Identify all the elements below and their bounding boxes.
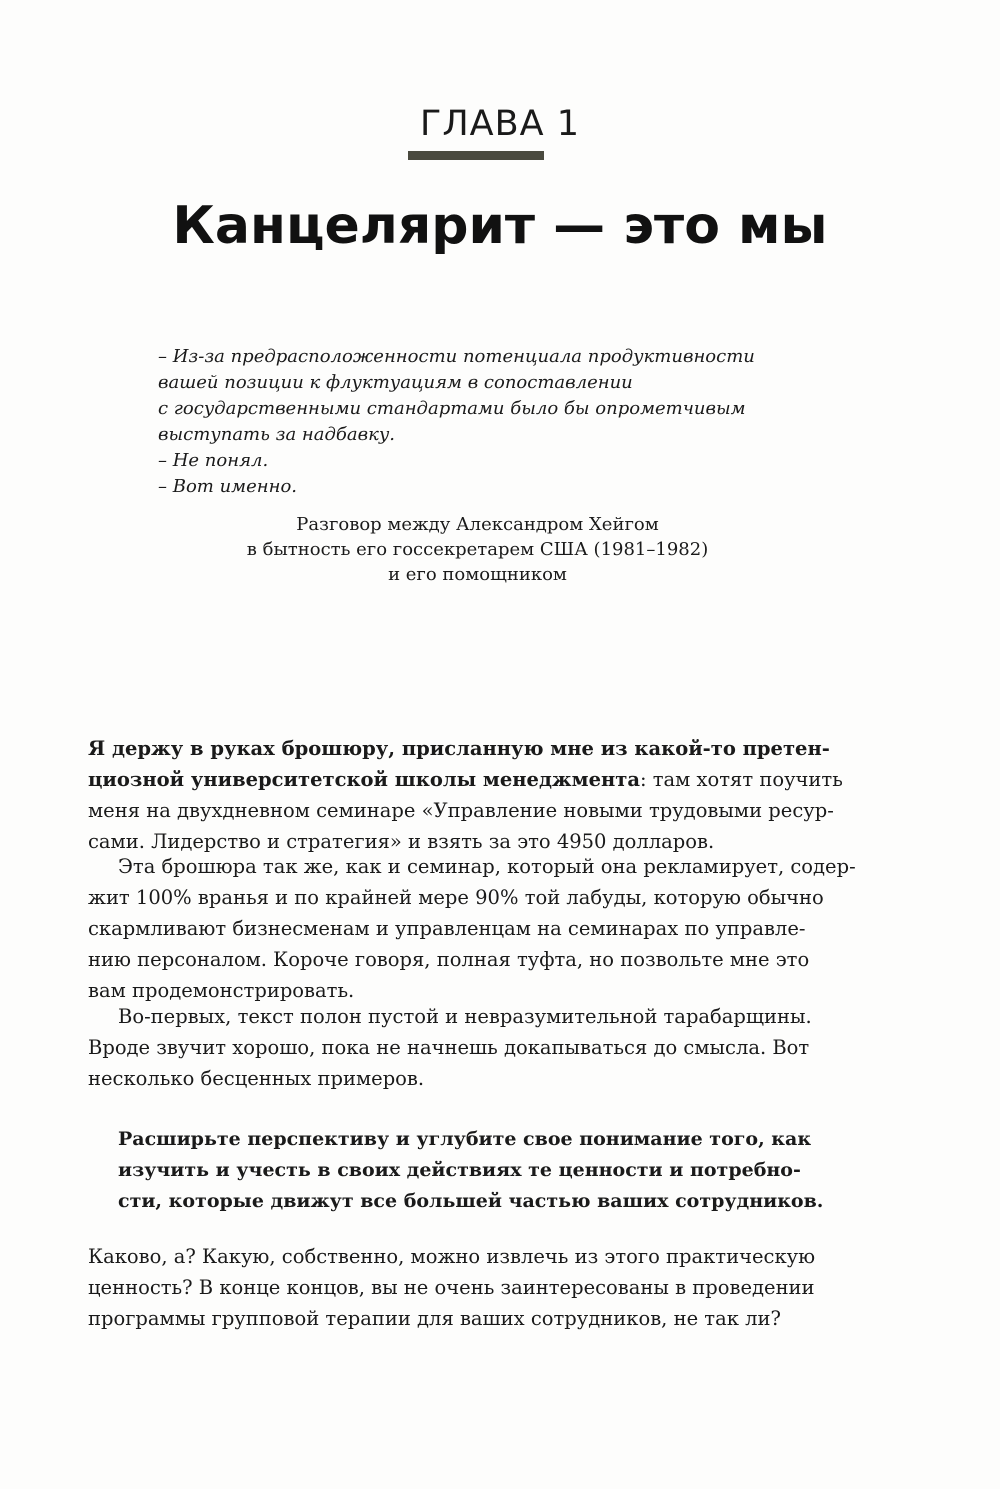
paragraph-line: ценность? В конце концов, вы не очень заинтересованы в проведении (88, 1276, 815, 1299)
epigraph-line: вашей позиции к флуктуациям в сопоставлении (158, 372, 633, 393)
paragraph-line: нию персоналом. Короче говоря, полная туфта, но позвольте мне это (88, 948, 810, 971)
paragraph-1 (88, 733, 958, 857)
attribution-line: Разговор между Александром Хейгом (296, 514, 659, 535)
paragraph-line: жит 100% вранья и по крайней мере 90% той лабуды, которую обычно (88, 886, 824, 909)
paragraph-line: Каково, а? Какую, собственно, можно извлечь из этого практическую (88, 1245, 816, 1268)
bold-lead: Я держу в руках брошюру, присланную мне из какой-то претен- (88, 737, 830, 760)
epigraph-line: – Вот именно. (158, 476, 298, 497)
paragraph-line: меня на двухдневном семинаре «Управление новыми трудовыми ресур- (88, 799, 834, 822)
epigraph-attribution (0, 512, 955, 587)
paragraph-3 (88, 1001, 958, 1094)
paragraph-line (88, 764, 958, 795)
paragraph-line: сами. Лидерство и стратегия» и взять за это 4950 долларов. (88, 830, 715, 853)
chapter-label: ГЛАВА 1 (420, 104, 580, 144)
paragraph-2 (88, 851, 958, 1006)
attribution-line: в бытность его госсекретарем США (1981–1982) (246, 539, 709, 560)
quote-line: изучить и учесть в своих действиях те ценности и потребно- (118, 1159, 801, 1181)
epigraph-line: – Не понял. (158, 450, 269, 471)
attribution-line: и его помощником (388, 564, 567, 585)
paragraph-line: несколько бесценных примеров. (88, 1067, 425, 1090)
quote-line: Расширьте перспективу и углубите свое понимание того, как (118, 1128, 812, 1150)
paragraph-4 (88, 1241, 958, 1334)
epigraph-line: выступать за надбавку. (158, 424, 396, 445)
paragraph-line (88, 733, 958, 764)
paragraph-line: скармливают бизнесменам и управленцам на семинарах по управле- (88, 917, 806, 940)
bold-lead: циозной университетской школы менеджмента (88, 768, 640, 791)
chapter-divider (408, 151, 544, 160)
paragraph-text: : там хотят поучить (639, 768, 843, 791)
paragraph-line: вам продемонстрировать. (88, 979, 355, 1002)
chapter-title: Канцелярит — это мы (172, 196, 828, 256)
quote-line: сти, которые движут все большей частью ваших сотрудников. (118, 1190, 824, 1212)
paragraph-line: Во-первых, текст полон пустой и невразумительной тарабарщины. (118, 1005, 812, 1028)
paragraph-line: Эта брошюра так же, как и семинар, который она рекламирует, содер- (118, 855, 856, 878)
epigraph-line: с государственными стандартами было бы опрометчивым (158, 398, 746, 419)
epigraph-line: – Из-за предрасположенности потенциала продуктивности (158, 346, 755, 367)
paragraph-line: программы групповой терапии для ваших сотрудников, не так ли? (88, 1307, 781, 1330)
paragraph-line: Вроде звучит хорошо, пока не начнешь докапываться до смысла. Вот (88, 1036, 810, 1059)
epigraph (158, 344, 838, 500)
highlighted-quote (118, 1124, 958, 1217)
